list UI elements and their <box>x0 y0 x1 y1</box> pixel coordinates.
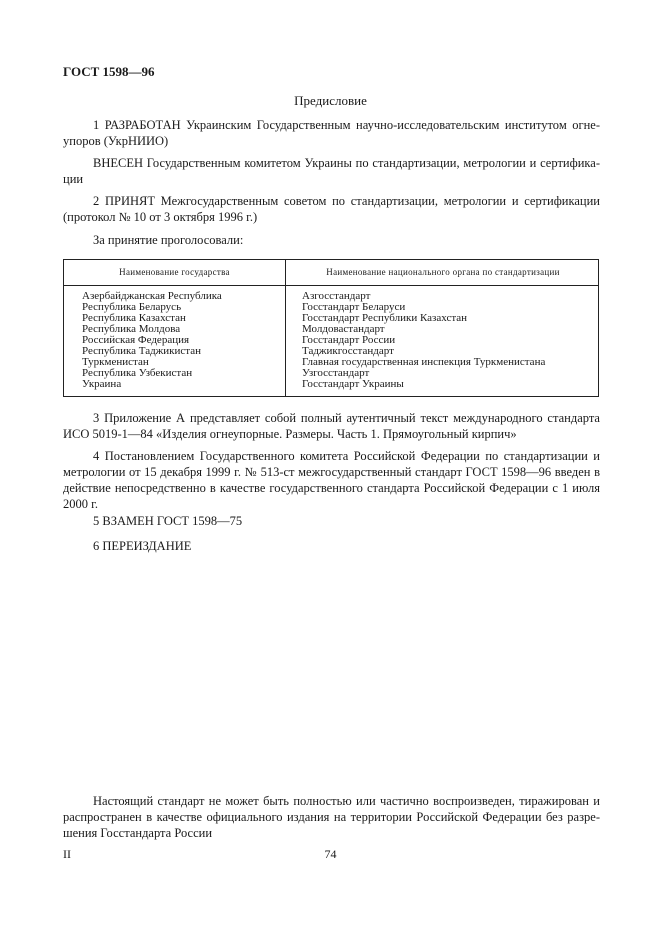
paragraph-annex-a: 3 Приложение А представляет собой полный аутентичный текст международного стандарта ИСО 5019-1—84 «Изделия огнеупорные. Размеры. Часть 1. Прямоугольный кирпич» <box>63 411 600 441</box>
table-column-bodies <box>302 291 545 390</box>
paragraph-introduced-by: ВНЕСЕН Государственным комитетом Украины по стандартизации, метрологии и сертификации <box>63 156 600 186</box>
table-cell-body: Молдовастандарт <box>302 323 385 335</box>
table-cell-state: Российская Федерация <box>82 334 190 346</box>
paragraph-replaces: 5 ВЗАМЕН ГОСТ 1598—75 <box>93 514 243 528</box>
table-cell-state: Республика Беларусь <box>82 301 182 313</box>
table-column-states <box>82 291 222 390</box>
table-cell-body: Госстандарт Беларуси <box>302 301 406 313</box>
table-cell-state: Украина <box>82 378 122 390</box>
paragraph-developed-by: 1 РАЗРАБОТАН Украинским Государственным научно-исследовательским институтом огнеупоров (УкрНИИО) <box>63 118 600 148</box>
table-cell-body: Узгосстандарт <box>302 367 370 379</box>
table-cell-body: Госстандарт России <box>302 334 396 346</box>
section-title: Предисловие <box>294 93 367 108</box>
table-header-state: Наименование государства <box>119 267 230 277</box>
table-column-divider <box>285 260 286 396</box>
paragraph-decree: 4 Постановлением Государственного комитета Российской Федерации по стандартизации и метрологии от 15 декабря 1999 г. № 513-ст межгосударственный стандарт ГОСТ 1598—96 введен в действие непосредственно в качестве государственного стандарта Российской Федерации с 1 июля 2000 г. <box>63 449 600 511</box>
table-cell-body: Главная государственная инспекция Туркменистана <box>302 356 546 368</box>
table-cell-body: Азгосстандарт <box>302 290 371 302</box>
table-header-body: Наименование национального органа по стандартизации <box>326 267 560 277</box>
table-cell-state: Республика Узбекистан <box>82 367 193 379</box>
roman-page-marker: II <box>63 847 71 861</box>
voting-table <box>63 259 599 397</box>
table-cell-body: Госстандарт Украины <box>302 378 404 390</box>
paragraph-adopted-by: 2 ПРИНЯТ Межгосударственным советом по стандартизации, метрологии и сертификации (протокол № 10 от 3 октября 1996 г.) <box>63 194 600 224</box>
paragraph-reissue: 6 ПЕРЕИЗДАНИЕ <box>93 539 192 553</box>
document-code-header: ГОСТ 1598—96 <box>63 64 155 79</box>
table-cell-state: Азербайджанская Республика <box>82 290 222 302</box>
table-cell-body: Таджикгосстандарт <box>302 345 394 357</box>
table-header-divider <box>64 285 598 286</box>
paragraph-voted-intro: За принятие проголосовали: <box>93 233 244 247</box>
table-cell-state: Туркменистан <box>82 356 149 368</box>
copyright-notice: Настоящий стандарт не может быть полностью или частично воспроизведен, тиражирован и распространен в качестве официального издания на территории Российской Федерации без разрешения Госстандарта России <box>63 794 600 840</box>
table-cell-state: Республика Таджикистан <box>82 345 201 357</box>
page-number: 74 <box>324 847 337 861</box>
table-cell-body: Госстандарт Республики Казахстан <box>302 312 468 324</box>
table-cell-state: Республика Казахстан <box>82 312 186 324</box>
table-cell-state: Республика Молдова <box>82 323 181 335</box>
